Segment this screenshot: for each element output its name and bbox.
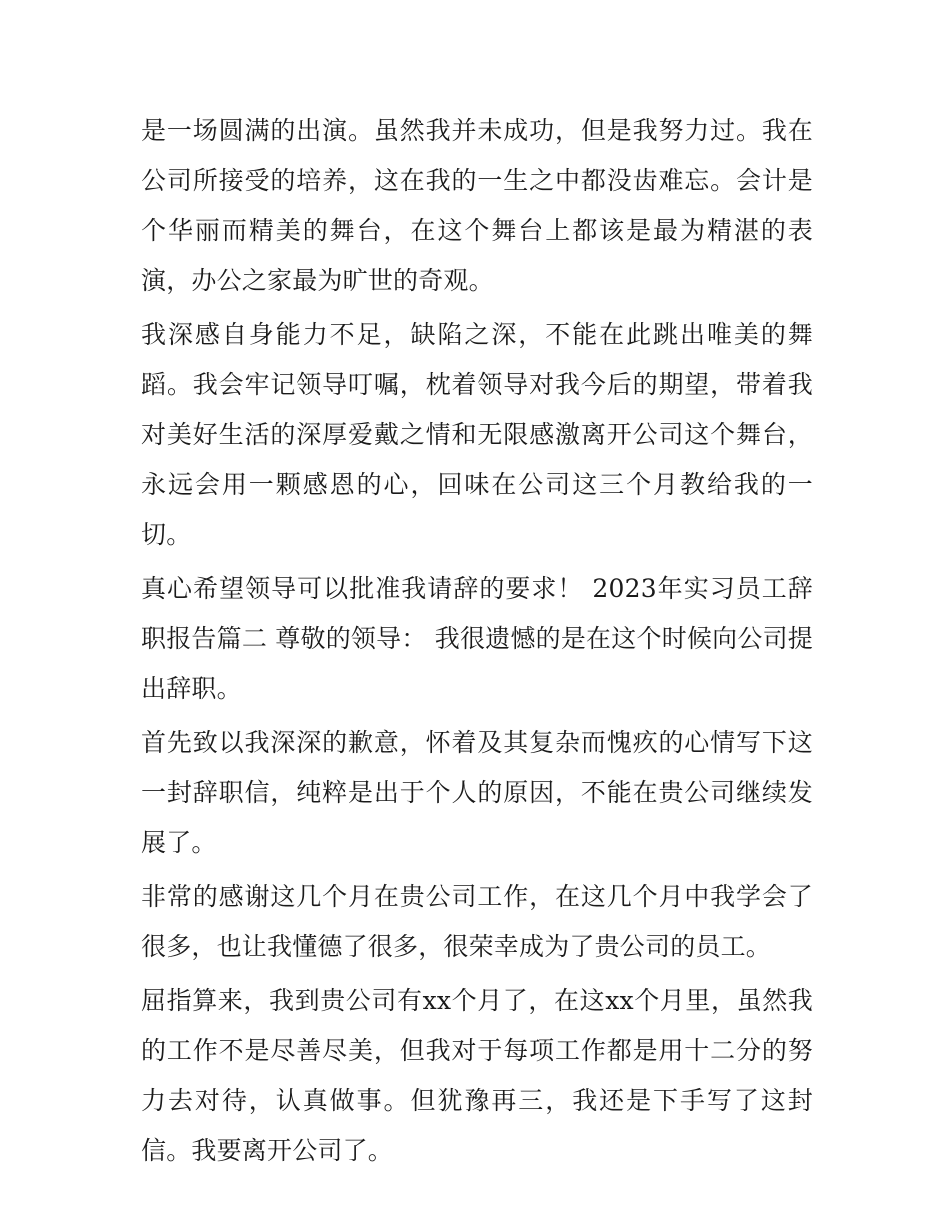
paragraph-1: 是一场圆满的出演。虽然我并未成功，但是我努力过。我在公司所接受的培养，这在我的一生之中都没齿难忘。会计是个华丽而精美的舞台，在这个舞台上都该是最为精湛的表演，办公之家最为旷世的奇观。 — [141, 116, 813, 295]
paragraph-5: 非常的感谢这几个月在贵公司工作，在这几个月中我学会了很多，也让我懂德了很多，很荣幸成为了贵公司的员工。 — [141, 882, 813, 961]
paragraph-6: 屈指算来，我到贵公司有xx个月了，在这xx个月里，虽然我的工作不是尽善尽美，但我对于每项工作都是用十二分的努力去对待，认真做事。但犹豫再三，我还是下手写了这封信。我要离开公司了。 — [141, 986, 813, 1165]
paragraph-3: 真心希望领导可以批准我请辞的要求！ 2023年实习员工辞职报告篇二 尊敬的领导： 我很遗憾的是在这个时候向公司提出辞职。 — [141, 574, 813, 703]
paragraph-2: 我深感自身能力不足，缺陷之深，不能在此跳出唯美的舞蹈。我会牢记领导叮嘱，枕着领导对我今后的期望，带着我对美好生活的深厚爱戴之情和无限感激离开公司这个舞台，永远会用一颗感恩的心，回味在公司这三个月教给我的一切。 — [141, 320, 813, 549]
document-body — [141, 106, 813, 1180]
paragraph-4: 首先致以我深深的歉意，怀着及其复杂而愧疚的心情写下这一封辞职信，纯粹是出于个人的原因，不能在贵公司继续发展了。 — [141, 728, 813, 857]
